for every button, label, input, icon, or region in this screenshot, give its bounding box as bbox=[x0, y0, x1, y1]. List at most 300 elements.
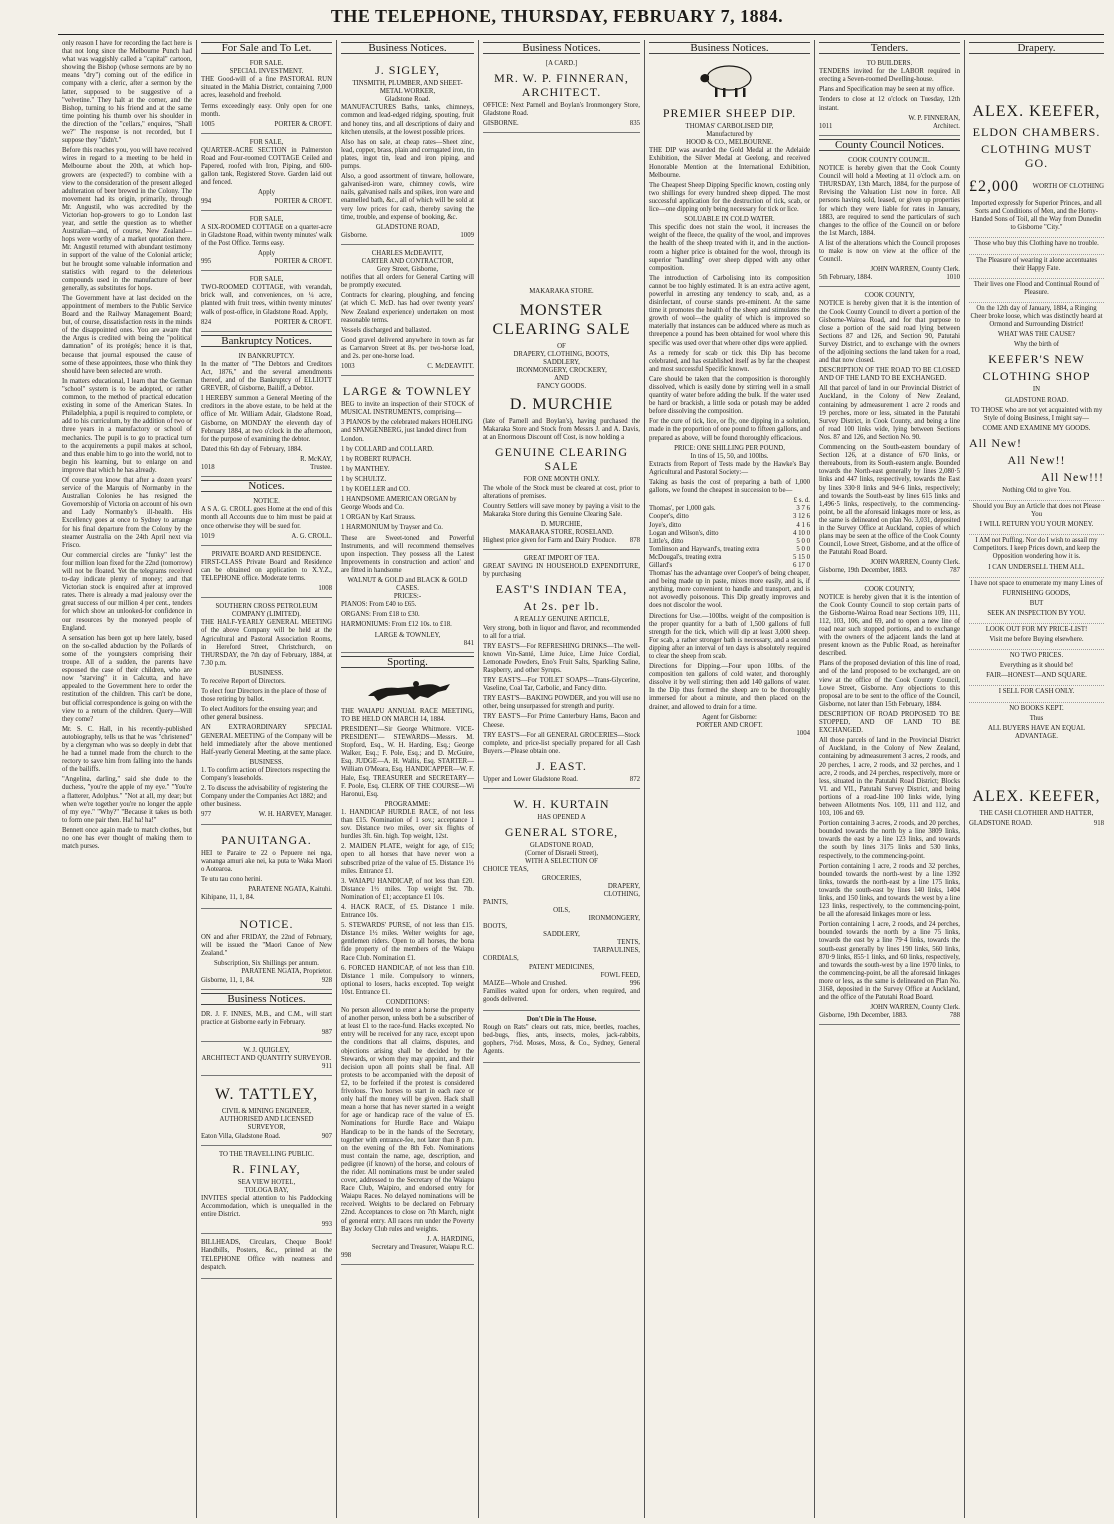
table-row: Thomas', per 1,000 gals. 3 7 6 bbox=[649, 505, 810, 513]
ad-number: 1010 bbox=[946, 274, 960, 282]
notice-title: IN BANKRUPTCY. bbox=[238, 352, 295, 360]
ad-six-roomed-cottage bbox=[201, 214, 332, 272]
county-notice-1 bbox=[819, 155, 960, 287]
ad-number: 911 bbox=[322, 1063, 332, 1071]
ad-address: Grey Street, Gisborne, bbox=[376, 266, 439, 274]
ad-address: GLADSTONE ROAD. bbox=[969, 820, 1033, 828]
rough-on-rats-ad bbox=[483, 1014, 640, 1063]
ad-body: Country Settlers will save money by paying a visit to the Makaraka Store during this Genuine Clearing Sale. bbox=[483, 502, 640, 518]
notice-title: COOK COUNTY COUNCIL. bbox=[848, 156, 931, 164]
notice-body: Te utu tau cono herini. bbox=[201, 875, 263, 883]
race-item: 1. HANDICAP HURDLE RACE, of not less than £15. Nomination of 1 sov.; acceptance 1 sov. Distance two miles, over six flights of hurdles 3ft. 6in. high. Top weight, 12st. bbox=[341, 808, 474, 841]
column-for-sale bbox=[196, 40, 336, 1518]
list-item: IRONMONGERY, CROCKERY, bbox=[516, 366, 607, 374]
ad-number: 878 bbox=[629, 537, 640, 545]
list-item: GROCERIES, bbox=[541, 874, 582, 882]
ad-signature: PORTER AND CROFT. bbox=[696, 721, 763, 729]
ad-body: Those who buy this Clothing have no trouble. bbox=[974, 240, 1099, 248]
ad-body: Everything as it should be! bbox=[999, 662, 1074, 670]
ad-body: WITH A SELECTION OF bbox=[525, 858, 598, 866]
list-item: TRY EAST'S—BAKING POWDER, and you will use no other, being unsurpassed for strength and purity. bbox=[483, 695, 640, 711]
county-notice-2 bbox=[819, 290, 960, 580]
ad-amount: £2,000 bbox=[969, 178, 1019, 196]
ad-number: 993 bbox=[321, 1221, 332, 1229]
ad-role: CIVIL & MINING ENGINEER, bbox=[221, 1108, 312, 1116]
ad-title: TO THE TRAVELLING PUBLIC. bbox=[218, 1150, 315, 1158]
section-heading: For Sale and To Let. bbox=[201, 42, 332, 54]
ad-headline: CLOTHING SHOP bbox=[982, 369, 1091, 384]
ad-body: Thus bbox=[1029, 714, 1044, 722]
ad-number: 928 bbox=[321, 976, 332, 984]
ad-body: QUARTER-ACRE SECTION in Palmerston Road and Four-roomed COTTAGE Ceiled and Papered, roofed with Iron, Piping, and 600-gallon tank, Registered Stove. Garden laid out and fenced. bbox=[201, 146, 332, 187]
ad-name: ALEX. KEEFER, bbox=[972, 103, 1101, 121]
notice-body: THE HALF-YEARLY GENERAL MEETING of the above Company will be held at the Agricultural and Pastoral Association Rooms, in Hereford Street, Christchurch, on THURSDAY, the 7th day of February, 1884, at 7.30 p.m. bbox=[201, 619, 332, 667]
ad-name: EAST'S INDIAN TEA, bbox=[495, 582, 628, 597]
makaraka-store-ad bbox=[483, 286, 640, 550]
news-paragraph: "Angelina, darling," said she dude to the duchess, "you're the apple of my eye." "You're a flatterer, Adolphus." "Not at all, my dear; but when we're together you're no longer the apple of my eye." "Why?" "Because it takes us both to form one pair then. Ha! ha! ha!" bbox=[62, 776, 192, 824]
ad-number: 1005 bbox=[201, 120, 215, 128]
ad-location: GISBORNE. bbox=[483, 120, 519, 128]
ad-body: Plans and Specification may be seen at my office. bbox=[819, 86, 955, 94]
ad-body: NO TWO PRICES. bbox=[1009, 652, 1064, 660]
ad-body: Manufactured by bbox=[706, 131, 753, 139]
maori-canoe-notice bbox=[201, 912, 332, 990]
ad-name: MR. W. P. FINNERAN, ARCHITECT. bbox=[494, 71, 629, 100]
ad-title: TO BUILDERS. bbox=[866, 60, 913, 68]
ad-body: NO BOOKS KEPT. bbox=[1009, 704, 1064, 712]
column-drapery bbox=[964, 40, 1108, 1518]
ad-number: 1009 bbox=[460, 231, 474, 239]
ad-body: TO THOSE who are not yet acquainted with my Style of doing Business, I might say— bbox=[970, 406, 1103, 422]
large-townley-ad bbox=[341, 379, 474, 653]
news-paragraph: Our commercial circles are "funky" lest the four million loan fixed for the 22nd (tomorrow) will not be floated. Yet the telegrams received to-day indicate plenty of money; and that Victorian stock is enquired after at improved rates. There is already a mad jealousy over the great success of our million 4 per cent., tenders for which show an unlooked-for confidence in our resources by the moneyed people of England. bbox=[62, 551, 192, 632]
ad-body: The Cheapest Sheep Dipping Specific known, costing only two shillings for every hundred sheep dipped. The most successful application for the destruction of tick, scab, or lice—one dipping only being necessary for tick or lice. bbox=[649, 181, 810, 214]
ad-body: DR. J. F. INNES, M.B., and C.M., will start practice at Gisborne early in February. bbox=[201, 1010, 332, 1026]
list-item: CORDIALS, bbox=[483, 955, 519, 963]
ad-two-roomed-cottage bbox=[201, 274, 332, 332]
ad-address: Eaton Villa, Gladstone Road. bbox=[201, 1132, 281, 1140]
masthead: THE TELEPHONE, THURSDAY, FEBRUARY 7, 1884. bbox=[330, 6, 784, 26]
table-row: Gillard's 6 17 0 bbox=[649, 561, 810, 569]
ad-headline: PREMIER SHEEP DIP. bbox=[662, 106, 797, 121]
ad-body: BUT bbox=[1029, 599, 1044, 607]
ad-body: INVITES special attention to his Paddocking Accommodation, which is unequalled in the entire District. bbox=[201, 1194, 332, 1219]
list-item: TRY EAST'S—For Prime Canterbury Hams, Bacon and Cheese. bbox=[483, 713, 640, 729]
racehorse-icon bbox=[358, 678, 458, 704]
ad-price: PRICE: ONE SHILLING PER POUND, bbox=[674, 444, 785, 452]
ad-name: J. SIGLEY, bbox=[375, 63, 440, 78]
notice-role: Trustee. bbox=[310, 464, 332, 472]
ad-body: IN bbox=[1032, 386, 1041, 394]
panuitanga-notice bbox=[201, 828, 332, 910]
list-item: BOOTS, bbox=[483, 923, 507, 931]
section-heading: Business Notices. bbox=[201, 993, 332, 1005]
column-tenders bbox=[814, 40, 964, 1518]
ad-body: FAIR—HONEST—AND SQUARE. bbox=[986, 672, 1087, 680]
ad-body: TENDERS invited for the LABOR required in erecting a Seven-roomed Dwelling-house. bbox=[819, 68, 960, 84]
list-item: PAINTS, bbox=[483, 898, 508, 906]
ad-location: TOLOGA BAY, bbox=[244, 1186, 289, 1194]
list-item: MAIZE—Whole and Crushed. bbox=[483, 979, 567, 987]
ad-body: Taking as basis the cost of preparing a bath of 1,000 gallons, we found the cheapest in succession to be— bbox=[649, 479, 810, 495]
list-item: TRY EAST'S—For TOILET SOAPS—Trans-Glycerine, Vaseline, Coal Tar, Carbolic, and Fancy ditto. bbox=[483, 677, 640, 693]
notice-title: PANUITANGA. bbox=[221, 832, 312, 847]
ad-body: Vessels discharged and ballasted. bbox=[341, 326, 432, 334]
ad-price: At 2s. per lb. bbox=[523, 599, 600, 614]
race-conditions: No person allowed to enter a horse the property of another person, unless both be a subscriber of at least £1 to the race-fund. Hacks excepted. No entry will be received for any race, except upon the conditions that all claims, disputes, and objections arising shall be decided by the Stewards, or whom they may appoint, and their decision upon all points shall be final. All protests to be accompanied with the deposit of £2, to be forfeited if the protest is considered frivolous. Two horses to start in each race or only half the money will be given. Hack shall mean a horse that has never started in a weight for age or handicap race of the value of £5. Nominations for Hurdle Race and Waiapu Handicap to be in the hands of the Secretary, together with entrance-fee, not later than 8 p.m. on the evening of the 8th Feb. Nominations must contain the name, age, description, and pedigree (if known) of the horse, and colours of the rider. All nominations must be under sealed cover, addressed to the Secretary of the Waiapu Race Club, Waipiro, and endorsed entry for Waiapu Races. No delayed nominations will be received. Weights to be declared on February 22nd. Acceptances to close on 7th March, night of general entry. All races run under the Poverty Bay Jockey Club rules and weights. bbox=[341, 1007, 474, 1233]
ad-body: The introduction of Carbolising into its composition cannot be too highly estimated. It is an extra active agent, powerful in arresting any tendency to scab, and, as a disinfectant, of course stands pre-eminent. At the same time it promotes the health of the sheep and stimulates the growth of wool—the quality of which is improved so materially that instances can be adduced where as much as threepence a pound has been obtained for wool where this specific was used over that where other dips were applied. bbox=[649, 274, 810, 347]
ad-body: As a remedy for scab or tick this Dip has become celebrated, and has established itself as by far the cheapest and most successful Specific known. bbox=[649, 349, 810, 373]
ad-body: WORTH OF CLOTHING bbox=[1032, 182, 1104, 190]
notice-body: ON and after FRIDAY, the 22nd of February, will be issued the "Maori Canoe of New Zealand." bbox=[201, 934, 332, 958]
ad-name: ALEX. KEEFER, bbox=[972, 787, 1101, 805]
ad-body: On the 12th day of January, 1884, a Ringing Cheer broke loose, which was distinctly heard at Ormond and Surrounding District! bbox=[970, 304, 1103, 329]
section-heading: Tenders. bbox=[819, 42, 960, 54]
notice-item: To receive Report of Directors. bbox=[201, 678, 286, 685]
ad-body: A REALLY GENUINE ARTICLE, bbox=[513, 616, 610, 624]
ad-body: Good gravel delivered anywhere in town as far as Carnarvon Street at 8s. per two-horse load, and 2s. per one-horse load. bbox=[341, 336, 474, 360]
ad-role: THE CASH CLOTHIER AND HATTER, bbox=[979, 809, 1094, 817]
notice-item: 2. To discuss the advisability of registering the Company under the Companies Act 1882; and other business. bbox=[201, 785, 328, 809]
ad-body: Imported expressly for Superior Princes, and all Sorts and Conditions of Men, and the Horny-Handed Sons of Toil, all the Way from Dunedin to Gisborne "City." bbox=[971, 200, 1102, 232]
ad-body: Apply bbox=[258, 189, 275, 197]
ad-body: Tenders to close at 12 o'clock on Tuesday, 12th instant. bbox=[819, 96, 960, 112]
ad-body: OF bbox=[557, 342, 566, 350]
ad-number: 996 bbox=[629, 979, 640, 987]
ad-name: R. FINLAY, bbox=[232, 1161, 301, 1176]
list-item: TENTS, bbox=[617, 939, 640, 947]
table-row: Logan and Wilson's, ditto 4 10 0 bbox=[649, 529, 810, 537]
ad-number: 835 bbox=[629, 120, 640, 128]
price-item: PIANOS: From £40 to £65. bbox=[341, 601, 417, 609]
notice-body: A list of the alterations which the Council proposes to make is now on view at the office of the Council. bbox=[819, 239, 960, 264]
ad-body: THE Good-will of a fine PASTORAL RUN situated in the Mahia District, containing 7,000 acres, leasehold and freehold. bbox=[201, 76, 332, 100]
ad-name: CHARLES McDEAVITT, bbox=[371, 249, 444, 257]
ad-body: Highest price given for Farm and Dairy Produce. bbox=[483, 537, 617, 545]
ad-name: W. J. QUIGLEY, bbox=[243, 1047, 290, 1054]
list-item: FOWL FEED, bbox=[600, 971, 640, 979]
ad-role: Secretary and Treasurer, Waiapu R.C. bbox=[371, 1243, 474, 1251]
kurtain-ad bbox=[483, 792, 640, 1011]
ad-headline: GENERAL STORE, bbox=[504, 825, 619, 840]
ad-body: FURNISHING GOODS, bbox=[1002, 589, 1071, 597]
ad-signature: PORTER & CROFT. bbox=[274, 318, 332, 326]
ad-title: FOR SALE, bbox=[249, 138, 284, 146]
news-paragraph: The Government have at last decided on the appointment of members to the Public Service Board and the Railway Management Board; but, of course, dissatisfaction rests in the minds of the disappointed ones. You are aware that the Argus is credited with being the "political damnation" of its protégés; hence it is that, because that journal espoused the cause of some of these appointees, those who think they should have been selected are wroth. bbox=[62, 294, 192, 375]
ad-number: 1019 bbox=[201, 532, 215, 540]
board-notice bbox=[201, 549, 332, 598]
notice-title: NOTICE. bbox=[239, 917, 294, 932]
price-item: HARMONIUMS: From £12 10s. to £18. bbox=[341, 621, 452, 629]
section-heading: Business Notices. bbox=[341, 42, 474, 54]
tattley-ad bbox=[201, 1079, 332, 1145]
ad-body: MANUFACTURES Baths, tanks, chimneys, common and lead-edged ridging, spouting, fruit and honey tins, and all descriptions of dairy and kitchen utensils, at the lowest possible prices. bbox=[341, 104, 474, 136]
column-news bbox=[58, 40, 196, 1518]
notice-signature: JOHN WARREN, County Clerk. bbox=[870, 1004, 960, 1012]
ad-body: Nothing Old to give You. bbox=[1002, 486, 1071, 494]
ad-title: FOR SALE. bbox=[249, 60, 284, 68]
news-paragraph: Bennett once again made to match clothes, but no one has ever thought of making them to match purses. bbox=[62, 826, 192, 851]
ad-body: TWO-ROOMED COTTAGE, with verandah, brick wall, and conveniences, on ¼ acre, planted with fruit trees, within twenty minutes' walk of post-office, in Gladstone Road. Apply, bbox=[201, 284, 332, 316]
ad-body: Very strong, both in liquor and flavor, and recommended to all for a trial. bbox=[483, 624, 640, 640]
ad-label: [A CARD.] bbox=[545, 60, 578, 68]
ad-body: SEEK AN INSPECTION BY YOU. bbox=[987, 609, 1086, 617]
notice-title: SOUTHERN CROSS PETROLEUM COMPANY (LIMITED). bbox=[215, 603, 318, 619]
notice-body: Portion containing 3 acres, 2 roods, and 20 perches, bounded towards the north by a line 3809 links, towards the east by a line 123 links, and towards the south by lines 3175 links and 530 links, respectively, to the commencing-point. bbox=[819, 820, 960, 860]
race-item: 4. HACK RACE, of £5. Distance 1 mile. Entrance 10s. bbox=[341, 903, 474, 920]
list-item: 1 by COLLARD and COLLARD. bbox=[341, 445, 434, 453]
list-item: 1 by ROBERT RUPACH. bbox=[341, 455, 412, 463]
ad-title: Don't Die in The House. bbox=[526, 1016, 597, 1023]
ad-body: The Pleasure of wearing it alone accentuates their Happy Fate. bbox=[975, 256, 1098, 272]
notice-body: NOTICE is hereby given that it is the intention of the Cook County Council to stop certain parts of the Gisborne-Wairoa Road near Sections 109, 111, 112, 103, 106, and 69, and to open a new line of road near such stopped portions, and to exchange with the owners of the adjacent lands the land at present known as the Public Road, as hereinafter described. bbox=[819, 593, 960, 658]
ad-signature: J. A. HARDING, bbox=[426, 1235, 474, 1243]
ad-body: HAS OPENED A bbox=[537, 814, 586, 822]
ad-body: WALNUT & GOLD and BLACK & GOLD CASES. bbox=[347, 576, 468, 593]
notice-title: NOTICE. bbox=[253, 498, 280, 506]
ad-maker: HOOD & CO., MELBOURNE. bbox=[686, 139, 773, 147]
ad-role: TINSMITH, PLUMBER, AND SHEET-METAL WORKER, bbox=[352, 80, 463, 96]
column-business-2 bbox=[478, 40, 644, 1518]
ad-body: Directions for Dipping.—Four upon 10lbs. of the composition ten gallons of cold water, and thoroughly dissolve it by well stirring; then add 140 gallons of water. In the Dip thus formed the sheep are to be thoroughly immersed for about a minute, and then placed on the drainer, and allowed to drain for a time. bbox=[649, 663, 810, 711]
county-notice-3 bbox=[819, 584, 960, 1026]
notice-signature: PARATENE NGATA, Proprietor. bbox=[241, 968, 332, 976]
list-item: DRAPERY, bbox=[607, 882, 640, 890]
ad-number: 787 bbox=[949, 567, 960, 575]
ad-number: 995 bbox=[201, 258, 212, 266]
notice-signature: JOHN WARREN, County Clerk. bbox=[870, 266, 960, 274]
ad-body: Also, a good assortment of tinware, holloware, galvanised-iron ware, chimney cowls, wire nails, galvanised nails and spikes, iron ware and enamelled bath, &c., all of which will be sold at very low prices for cash, thereby saving the time, trouble, and expense of booking, &c. bbox=[341, 173, 474, 221]
list-item: CLOTHING, bbox=[603, 890, 640, 898]
ad-title: FOR SALE, bbox=[249, 215, 284, 223]
list-item: DRAPERY, CLOTHING, BOOTS, bbox=[513, 350, 610, 358]
notice-subhead: DESCRIPTION OF ROAD PROPOSED TO BE STOPPED, AND OF LAND TO BE EXCHANGED. bbox=[819, 710, 960, 735]
ad-body: Extracts from Report of Tests made by the Hawke's Bay Agricultural and Pastoral Society:— bbox=[649, 460, 810, 476]
notice-title: COOK COUNTY, bbox=[864, 292, 915, 300]
ad-subhead: PRICES:- bbox=[393, 593, 422, 601]
ad-body: Rough on Rats" clears out rats, mice, beetles, roaches, bed-bugs, flies, ants, insects, moles, jack-rabbits, gophers, 7½d. Moses, Moss, & Co., Sydney, General Agents. bbox=[483, 1024, 640, 1056]
race-subhead: CONDITIONS: bbox=[385, 999, 430, 1006]
notice-body: All that parcel of land in our Provincial District of Auckland, in the Colony of New Zealand, containing by admeasurement 1 acre 2 roods and 19 perches, more or less, situated in the Patutahi Survey District, in Cook County, and being a line of road 100 links wide, lying between Sections Nos. 87 and 126, and Section No. 90. bbox=[819, 385, 960, 441]
notice-body: Commencing on the South-eastern boundary of Section 126, at a distance of 670 links, or thereabouts, from its South-eastern angle. Bounded towards the North-east generally by lines 2,080·5 links and 447 links, respectively, towards the East by lines 330·8 links and 94·6 links, respectively; and towards the South-east by lines 615 links and 1,496·5 links, respectively, to the commencing-point, be all the aforesaid linkages more or less, as the same is delineated on plan No. 3,031, deposited in the Survey Office at Auckland, copies of which plans may be seen at the office of the Cook County Council, Lowe Street, Gisborne, and at the office of the Patutahi Road Board. bbox=[819, 444, 960, 557]
ad-body: For the cure of tick, lice, or fly, one dipping in a solution, made in the proportion of one pound to fifteen gallons, and prepared as above, will be found thoroughly efficacious. bbox=[649, 418, 810, 442]
notice-item: To elect four Directors in the place of those of those retiring by ballot. bbox=[201, 688, 327, 704]
race-officers: PRESIDENT—Sir George Whitmore. VICE-PRESIDENT— STEWARDS—Messrs. M. Stopford, Esq., W. H. Harding, Esq.; George Walker, Esq.; F. Pole, Esq.; and D. McGuire, Esq. JUDGE—A. H. Wallis, Esq. STARTER—William O'Meara, Esq. HANDICAPPER—W. F. Hale, Esq. TREASURER and SECRETARY—F. Poole, Esq. CLERK OF THE COURSE—Wi Haronui, Esq. bbox=[341, 726, 474, 798]
ad-body: Contracts for clearing, ploughing, and fencing (at which C. McD. has had over twenty years' New Zealand experience) undertaken on most reasonable terms. bbox=[341, 292, 474, 324]
news-paragraph: only reason I have for recording the fact here is that not long since the Melbourne Punch had what was waggishly called a "capital" cartoon, showing the Bishop (whose sermons are by no means "dry") coming out of the edifice in company with a cleric, after a sermon by the latter, supposed to be suggestive of a "velvetine." They halt at the corner, and the Bishop, turning to his friend and at the same time pointing his thumb over his shoulder in the direction of the "cellars," enquires, "Shall we?" The response is not recorded, but I suppose they "didn't." bbox=[62, 40, 192, 145]
ad-body: Visit me before Buying elsewhere. bbox=[989, 636, 1084, 644]
notice-signature: W. H. HARVEY, Manager. bbox=[258, 811, 332, 819]
notice-body: I HEREBY summon a General Meeting of the creditors in the above estate, to be held at the office of Mr. William Adair, Gladstone Road, Gisborne, on MONDAY the eleventh day of February 1884, at two o'clock in the afternoon, for the purpose of examining the debtor. bbox=[201, 395, 332, 443]
notice-date: Gisborne, 19th December, 1883. bbox=[819, 1012, 908, 1020]
list-item: 1 by KOELLER and CO. bbox=[341, 486, 410, 494]
ad-body: I CAN UNDERSELL THEM ALL. bbox=[988, 563, 1085, 571]
section-heading: County Council Notices. bbox=[819, 139, 960, 151]
news-paragraph: A sensation has been got up here lately, based on the so-called abduction by the Pollards of some of the youngsters comprising their troupe. All of a sudden, the parents have espoused the case of their children, who are now "starving" it in Calcutta, and have appealed to the Government here to order the restitution of the children. This can't be done, but official correspondence is going on with the view to a return of the children. Query—Will they come? bbox=[62, 634, 192, 723]
notice-date: Dated this 6th day of February, 1884. bbox=[201, 445, 303, 453]
notice-title: COOK COUNTY, bbox=[864, 585, 915, 593]
race-title: THE WAIAPU ANNUAL RACE MEETING, TO BE HELD ON MARCH 14, 1884. bbox=[341, 707, 474, 723]
bankruptcy-notice bbox=[201, 351, 332, 477]
ad-body: ALL BUYERS HAVE AN EQUAL ADVANTAGE. bbox=[987, 724, 1086, 740]
ad-signature: J. EAST. bbox=[536, 758, 587, 773]
ad-number: 1008 bbox=[318, 585, 332, 593]
ad-signature: D. MURCHIE, bbox=[540, 520, 583, 528]
ad-number: 977 bbox=[201, 811, 212, 819]
ad-address: GLADSTONE ROAD, bbox=[375, 223, 440, 231]
section-heading: Bankruptcy Notices. bbox=[201, 335, 332, 347]
ad-number: 987 bbox=[321, 1028, 332, 1036]
ad-number: 1004 bbox=[796, 729, 810, 737]
ad-body: I WILL RETURN YOU YOUR MONEY. bbox=[979, 521, 1094, 529]
race-item: 2. MAIDEN PLATE, weight for age, of £15; open to all horses that have never won a subscribed prize of the value of £5. Distance 1½ miles. Entrance £1. bbox=[341, 843, 474, 875]
finlay-ad bbox=[201, 1149, 332, 1235]
notice-date: Gisborne, 19th December, 1883. bbox=[819, 567, 908, 575]
table-row: Joye's, ditto 4 1 6 bbox=[649, 521, 810, 529]
notice-subhead: BUSINESS. bbox=[249, 758, 284, 766]
section-heading: Sporting. bbox=[341, 656, 474, 668]
notice-title: PRIVATE BOARD AND RESIDENCE. bbox=[211, 550, 322, 558]
ad-address: GLADSTONE ROAD, bbox=[529, 842, 594, 850]
news-paragraph: Mr. S. C. Hall, in his recently-published autobiography, tells us that he was "christened" by a clergyman who was so deeply in debt that he had a tunnel made from the church to the rectory to save him from falling into the hands of the bailiffs. bbox=[62, 725, 192, 774]
list-item: TRY EAST'S—For REFRESHING DRINKS—The well-known Vin-Santé, Lime Juice, Lime Juice Cordial, Lemonade Powders, Eno's Fruit Salts, Sparkling Saline, Raspberry, and other Syrups. bbox=[483, 642, 640, 674]
ad-name: W. TATTLEY, bbox=[214, 1086, 319, 1104]
ad-body: (late of Parnell and Boylan's), having purchased the Makaraka Store and Stock from Messrs J. and A. Davis, at an Enormous Discount off Cost, is now holding a bbox=[483, 418, 640, 442]
ad-role: AUTHORISED AND LICENSED SURVEYOR, bbox=[219, 1116, 314, 1132]
notice-body: All those parcels of land in the Provincial District of Auckland, in the Colony of New Zealand, containing by admeasurement 3 acres, 2 roods, and 20 perches, 1 acre, 2 roods, and 32 perches, and 1 acre, 2 roods, and 24 perches, respectively, more or less, situated in the Patutahi Road District; Blocks VI. and VII., Patutahi Survey District, and being portions of a road-line 100 links wide, lying between Allotments Nos. 109, 111 and 112, and 103, 106 and 69. bbox=[819, 737, 960, 818]
news-paragraph: Of course you know that after a dozen years' service of the Marquis of Normanby in the Australian Colonies he has resigned the Governorship of Victoria on account of his own and Lady Normanby's ill-health. His Excellency goes at once to Sydney to arrange for his final departure from the Colony by the steamer Australia on the 24th April next via Frisco. bbox=[62, 476, 192, 549]
ad-body: I SELL FOR CASH ONLY. bbox=[998, 688, 1075, 696]
ad-body: I AM not Puffing. Nor do I wish to assail my Competitors. I keep Prices down, and keep the Opposition wondering how it is. bbox=[973, 537, 1100, 561]
ad-number: 918 bbox=[1093, 820, 1104, 828]
notice-body: FIRST-CLASS Private Board and Residence can be obtained on application to X.Y.Z., TELEPHONE office. Moderate terms. bbox=[201, 558, 332, 582]
notice-body: Subscription, Six Shillings per annum. bbox=[214, 960, 319, 968]
ad-body: Care should be taken that the composition is thoroughly dissolved, which is easily done by stirring well in a small quantity of water before adding the bulk. If the water used be hard or brackish, a little soda or potash may be added before dissolving the composition. bbox=[649, 375, 810, 416]
race-item: 3. WAIAPU HANDICAP, of not less than £20. Distance 1½ miles. Top weight 9st. 7lb. Nomination of £1; acceptance £1 10s. bbox=[341, 877, 474, 901]
ad-body: These are Sweet-toned and Powerful Instruments, and will recommend themselves upon inspection. They possess all the Latest Improvements in construction and action' and are fitted in handsome bbox=[341, 534, 474, 574]
ad-body: Their lives one Flood and Continual Round of Pleasure. bbox=[973, 280, 1100, 296]
ad-headline: MONSTER CLEARING SALE bbox=[492, 301, 631, 338]
ad-body: A SIX-ROOMED COTTAGE on a quarter-acre in Gladstone Road, within twenty minutes' walk of the Post Office. Terms easy. bbox=[201, 223, 332, 247]
ad-body: Terms exceedingly easy. Only open for one month. bbox=[201, 102, 332, 118]
ad-quarter-acre bbox=[201, 137, 332, 211]
ad-signature: PORTER & CROFT. bbox=[274, 258, 332, 266]
list-item: OILS, bbox=[553, 906, 570, 914]
ad-headline: All New!! bbox=[1007, 452, 1066, 467]
ad-title: GREAT IMPORT OF TEA. bbox=[523, 555, 600, 563]
tender-ad bbox=[819, 58, 960, 136]
notice-body: NOTICE is hereby given that the Cook County Council will hold a Meeting at 11 o'clock a.m. on THURSDAY, 13th March, 1884, for the purpose of Revising the Valuation List now in force. All persons having sold, leased, or given up properties for which they were liable for rates in January, 1883, are required to send the particulars of such changes to the office of the Council on or before the 1st March, 1884. bbox=[819, 165, 960, 237]
innes-ad bbox=[201, 1009, 332, 1042]
quigley-ad bbox=[201, 1045, 332, 1076]
ad-headline: KEEFER'S NEW bbox=[988, 352, 1085, 367]
ad-headline: GENUINE CLEARING SALE bbox=[495, 445, 628, 474]
ad-title: THOMAS' CARBOLISED DIP, bbox=[685, 123, 774, 131]
ad-body: OFFICE: Next Parnell and Boylan's Ironmongery Store, Gladstone Road. bbox=[483, 102, 640, 118]
list-item: CHOICE TEAS, bbox=[483, 866, 529, 874]
notice-location: Kihipane, 11, 1, 84. bbox=[201, 893, 255, 901]
race-item: 6. FORCED HANDICAP, of not less than £10. Distance 1 mile. Compulsory to winners, optional to losers, hacks excepted. Top weight 10st. Entrance £1. bbox=[341, 964, 474, 996]
ad-number: 841 bbox=[463, 639, 474, 647]
ad-body: In tins of 15, 50, and 100lbs. bbox=[690, 452, 769, 460]
notice-item: 1. To confirm action of Directors respecting the Company's leaseholds. bbox=[201, 766, 331, 783]
ad-subhead: SOLUABLE IN COLD WATER. bbox=[684, 216, 775, 224]
section-heading: Notices. bbox=[201, 480, 332, 492]
table-row: Cooper's, ditto 3 12 6 bbox=[649, 513, 810, 521]
list-item: AND bbox=[554, 374, 569, 382]
croll-notice bbox=[201, 496, 332, 545]
ad-signature: PORTER & CROFT. bbox=[274, 197, 332, 205]
sheep-icon bbox=[695, 60, 765, 100]
ad-body: Should you Buy an Article that does not Please You bbox=[972, 502, 1101, 519]
list-item: SADDLERY, bbox=[543, 931, 580, 939]
ad-number: 1018 bbox=[201, 464, 215, 472]
ad-name: D. MURCHIE bbox=[509, 396, 614, 414]
ad-title: FOR SALE, bbox=[249, 276, 284, 284]
notice-body: In the matter of "The Debtors and Creditors Act, 1876," and the several amendments thereof, and of the Bankruptcy of ELLIOTT GREVER, of Gisborne, Bailiff, a Debtor. bbox=[201, 360, 332, 393]
mcdevitt-ad bbox=[341, 248, 474, 376]
notice-body: Plans of the proposed deviation of this line of road, and of the land proposed to be exchanged, are on view at the office of the Cook County Council, Lowe Street, Gisborne. Any objections to this proposal are to be sent to the office of the Council, Gisborne, not later than 15th February, 1884. bbox=[819, 660, 960, 708]
notice-body: Portion containing 1 acre, 2 roods, and 24 perches, bounded towards the north by a line 75 links, towards the east by a line 79·4 links, towards the south-east generally by lines 190 links, 560 links, 870·9 links, 855·1 links, and 60 links, respectively, and towards the south-west by a line 1970 links, to the commencing-point, be all the aforesaid linkages more or less, as the same is delineated on Plan No. 3168, deposited in the Survey Office at Auckland, and the office of the Patutahi Road Board. bbox=[819, 921, 960, 1002]
table-row: Little's, ditto 5 0 0 bbox=[649, 537, 810, 545]
notice-subhead: DESCRIPTION OF THE ROAD TO BE CLOSED AND OF THE LAND TO BE EXCHANGED. bbox=[819, 367, 960, 383]
ad-number: 824 bbox=[201, 318, 212, 326]
section-heading: Business Notices. bbox=[649, 42, 810, 54]
ad-body: Thomas' has the advantage over Cooper's of being cheaper, and being made up in paste, mixes more easily, and is, if anything, more convenient to handle and transport, and is not avowedly poisonous. This Dip greatly improves and does not discolor the wool. bbox=[649, 570, 810, 610]
notice-signature: JOHN WARREN, County Clerk. bbox=[870, 559, 960, 567]
ad-title: MAKARAKA STORE. bbox=[529, 288, 594, 296]
column-business-1 bbox=[336, 40, 478, 1518]
list-item: 1 HARMONIUM by Trayser and Co. bbox=[341, 524, 443, 532]
ad-body: COME AND EXAMINE MY GOODS. bbox=[982, 424, 1091, 432]
list-item: 3 PIANOS by the celebrated makers HOHLING and SPANGENBERG, just landed direct from London. bbox=[341, 419, 473, 443]
ad-name: W. H. KURTAIN bbox=[513, 797, 610, 812]
ad-number: 907 bbox=[321, 1132, 332, 1140]
ad-body: Directions for Use.—100lbs. weight of the composition is the proper quantity for a bath of 1,500 gallons of full strength for the tick, which will dip at least 3,000 sheep. For scab, a rather stronger bath is necessary, and a second dipping after an interval of ten days is absolutely required to clear the sheep from scab. bbox=[649, 612, 810, 660]
ad-body: GREAT SAVING IN HOUSEHOLD EXPENDITURE, by purchasing bbox=[483, 563, 640, 579]
ad-address: Upper and Lower Gladstone Road. bbox=[483, 775, 578, 783]
masthead-rule bbox=[58, 34, 1104, 35]
ad-location: Gisborne. bbox=[341, 231, 368, 239]
ad-body: THE DIP was awarded the Gold Medal at the Adelaide Exhibition, the Silver Medal at Geelong, and received Honorable Mention at the International Exhibition, Melbourne. bbox=[649, 147, 810, 179]
notice-body: AN EXTRAORDINARY SPECIAL GENERAL MEETING of the Company will be held immediately after the above mentioned Half-yearly General Meeting, at the same place. bbox=[201, 724, 332, 756]
list-item: TARPAULINES, bbox=[593, 947, 640, 955]
section-heading: Drapery. bbox=[969, 42, 1104, 54]
list-item: IRONMONGERY, bbox=[588, 914, 640, 922]
ad-body: Families waited upon for orders, when required, and goods delivered. bbox=[483, 987, 640, 1003]
list-item: 1 by SCHULTZ. bbox=[341, 475, 387, 483]
notice-body: Portion containing 1 acre, 2 roods and 32 perches, bounded towards the north-west by a line 1392 links, towards the north-east by a line 175 links, towards the south-east by lines 140 links, 1404 links, and 150 links, and towards the west by a line 123 links, respectively, to the commencing-point, be all the aforesaid linkages more or less. bbox=[819, 862, 960, 919]
ad-number: 998 bbox=[341, 1251, 352, 1259]
table-header: £ s. d. bbox=[793, 497, 810, 505]
ad-subname: ELDON CHAMBERS. bbox=[972, 125, 1101, 140]
ad-body: Why the birth of bbox=[1013, 341, 1060, 349]
finneran-card bbox=[483, 58, 640, 133]
column-sheep-dip bbox=[644, 40, 814, 1518]
ad-body: Apply bbox=[258, 249, 275, 257]
waiapu-race-ad bbox=[341, 672, 474, 1265]
ad-headline: CLOTHING MUST GO. bbox=[981, 142, 1092, 171]
notice-subhead: BUSINESS. bbox=[249, 669, 284, 677]
notice-body: HEI te Paraire te 22 o Pepuere nei nga, wananga amuri ake nei, ka puta te Waka Maori o Aotearoa. bbox=[201, 849, 332, 873]
table-row: McDougal's, treating extra 5 15 0 bbox=[649, 553, 810, 561]
ad-place: SEA VIEW HOTEL, bbox=[237, 1178, 296, 1186]
ad-body: The whole of the Stock must be cleared at cost, prior to alterations of premises. bbox=[483, 484, 640, 500]
notice-signature: PARATENE NGATA, Kaituhi. bbox=[248, 885, 332, 893]
section-heading: Business Notices. bbox=[483, 42, 640, 54]
ad-headline: All New!!! bbox=[1041, 469, 1104, 484]
ad-signature: LARGE & TOWNLEY, bbox=[374, 631, 441, 639]
